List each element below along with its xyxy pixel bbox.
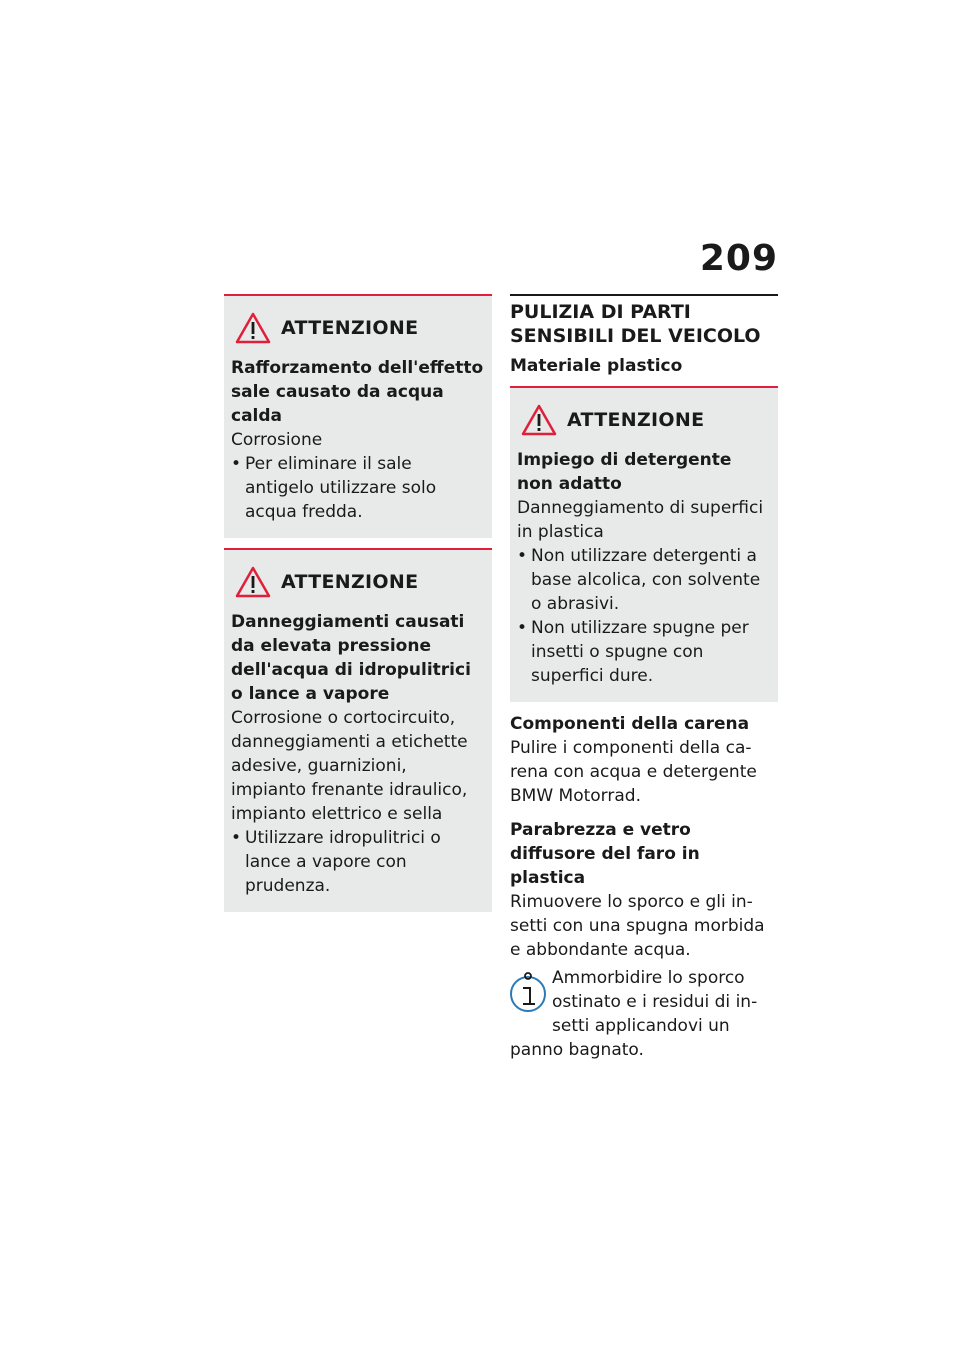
carena-heading: Componenti della carena	[510, 714, 750, 734]
warning-subtitle: Rafforzamento dell'effetto sale causato da acqua calda	[231, 358, 484, 426]
warning-header	[517, 404, 771, 436]
warning-header	[231, 566, 485, 598]
left-column	[224, 294, 492, 922]
parabrezza-heading: Parabrezza e vetro diffusore del faro in plastica	[510, 820, 700, 888]
warning-box-pressure	[224, 548, 492, 912]
carena-text: Pulire i componenti della carena con acqua e detergente BMW Motorrad.	[510, 738, 757, 806]
warning-bullet: • Non utilizzare spugne per insetti o spugne con superfici dure.	[517, 616, 771, 688]
warning-consequence: Corrosione	[231, 430, 323, 450]
warning-consequence: Corrosione o cortocircuito, danneggiamenti a etichette adesive, guarnizioni, impianto frenante idraulico, impianto elettrico e sella	[231, 708, 468, 824]
warning-box-salt	[224, 294, 492, 538]
info-text: Ammorbidire lo sporco ostinato e i residui di insetti applicandovi un panno bagnato.	[510, 968, 758, 1060]
right-column	[510, 294, 778, 1062]
warning-triangle-icon	[235, 312, 271, 344]
section-title: PULIZIA DI PARTI SENSIBILI DEL VEICOLO	[510, 294, 778, 348]
warning-title: ATTENZIONE	[567, 409, 705, 431]
warning-title: ATTENZIONE	[281, 571, 419, 593]
info-icon	[506, 968, 550, 1016]
page-number: 209	[699, 238, 778, 279]
warning-triangle-icon	[521, 404, 557, 436]
warning-bullet: • Utilizzare idropulitrici o lance a vapore con prudenza.	[231, 826, 485, 898]
parabrezza-text: Rimuovere lo sporco e gli insetti con una spugna morbida e abbondante acqua.	[510, 892, 765, 960]
warning-header	[231, 312, 485, 344]
subsection-title: Materiale plastico	[510, 356, 683, 376]
warning-subtitle: Impiego di detergente non adatto	[517, 450, 732, 494]
warning-consequence: Danneggiamento di superfici in plastica	[517, 498, 764, 542]
warning-bullet: • Non utilizzare detergenti a base alcolica, con solvente o abrasivi.	[517, 544, 771, 616]
info-note	[510, 966, 778, 1062]
warning-box-detergent	[510, 386, 778, 702]
warning-subtitle: Danneggiamenti causati da elevata pressione dell'acqua di idropulitrici o lance a vapore	[231, 612, 471, 704]
warning-triangle-icon	[235, 566, 271, 598]
warning-title: ATTENZIONE	[281, 317, 419, 339]
warning-bullet: • Per eliminare il sale antigelo utilizzare solo acqua fredda.	[231, 452, 485, 524]
